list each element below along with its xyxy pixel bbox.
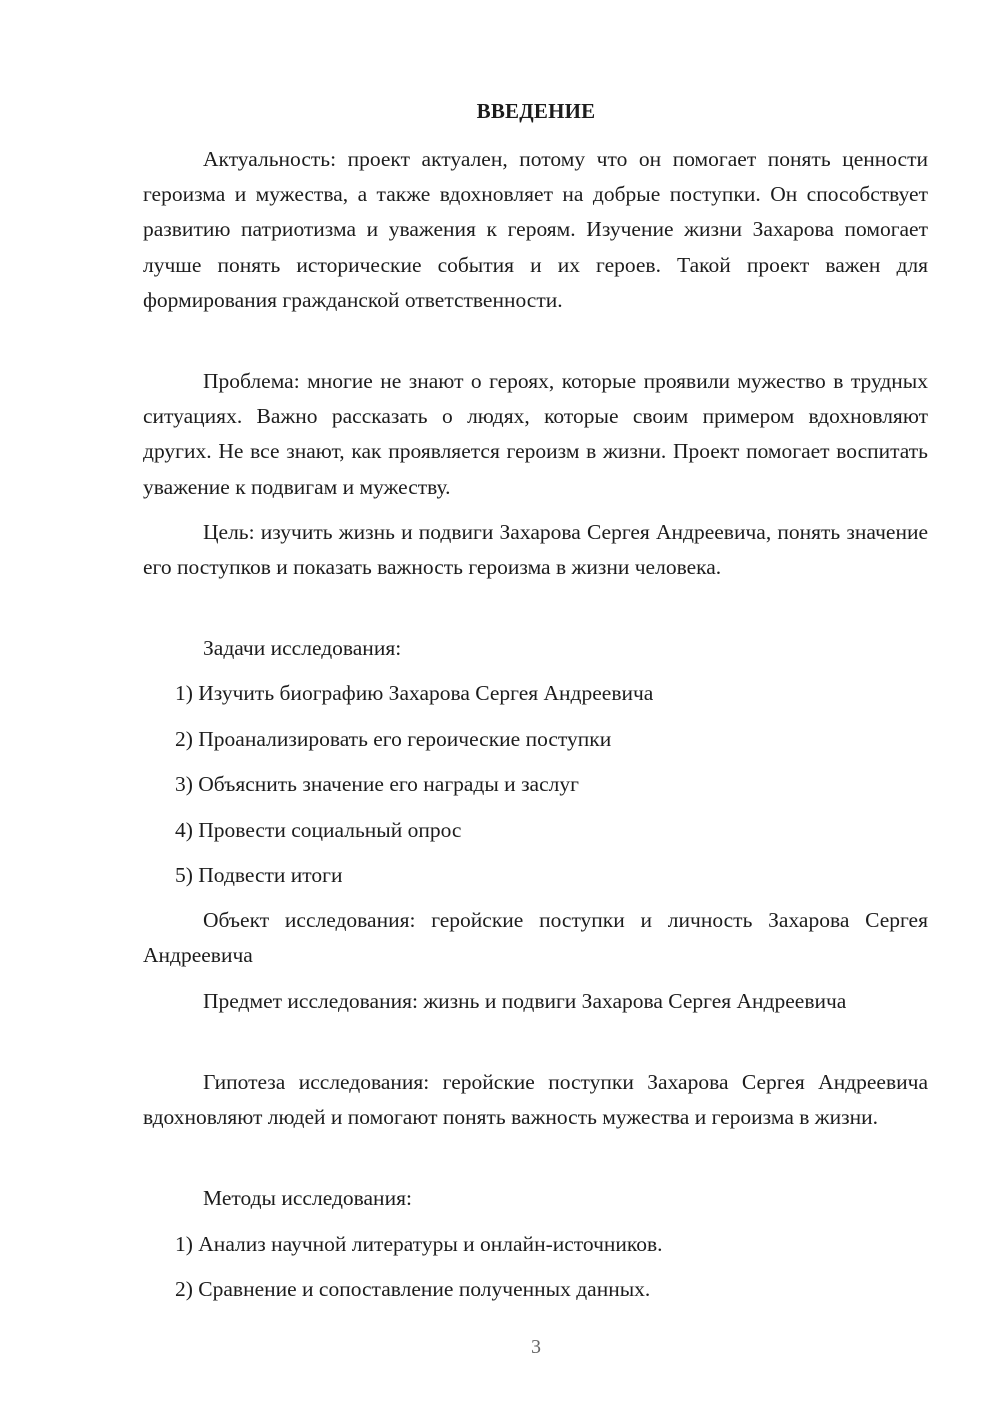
task-item: 2) Проанализировать его героические поступки bbox=[175, 727, 612, 751]
method-item: 2) Сравнение и сопоставление полученных данных. bbox=[175, 1277, 651, 1301]
task-item: 1) Изучить биографию Захарова Сергея Андреевича bbox=[175, 681, 654, 705]
problem-paragraph: Проблема: многие не знают о героях, которые проявили мужество в трудных ситуациях. Важно рассказать о людях, которые своим примером вдохновляют других. Не все знают, как проявляется героизм в жизни. Проект помогает воспитать уважение к подвигам и мужеству. bbox=[143, 369, 928, 499]
relevance-paragraph: Актуальность: проект актуален, потому что он помогает понять ценности героизма и мужества, а также вдохновляет на добрые поступки. Он способствует развитию патриотизма и уважения к героям. Изучение жизни Захарова помогает лучше понять исторические события и их героев. Такой проект важен для формирования гражданской ответственности. bbox=[143, 147, 928, 312]
hypothesis-paragraph: Гипотеза исследования: геройские поступки Захарова Сергея Андреевича вдохновляют людей и помогают понять важность мужества и героизма в жизни. bbox=[143, 1070, 928, 1130]
method-item: 1) Анализ научной литературы и онлайн-источников. bbox=[175, 1232, 663, 1256]
page-title: ВВЕДЕНИЕ bbox=[476, 99, 596, 123]
goal-paragraph: Цель: изучить жизнь и подвиги Захарова Сергея Андреевича, понять значение его поступков и показать важность героизма в жизни человека. bbox=[143, 520, 928, 580]
methods-heading: Методы исследования: bbox=[203, 1186, 412, 1210]
tasks-heading: Задачи исследования: bbox=[203, 636, 402, 660]
task-item: 4) Провести социальный опрос bbox=[175, 818, 462, 842]
page-number: 3 bbox=[531, 1336, 541, 1358]
object-paragraph: Объект исследования: геройские поступки и личность Захарова Сергея Андреевича bbox=[143, 908, 928, 968]
task-item: 5) Подвести итоги bbox=[175, 863, 343, 887]
subject-paragraph: Предмет исследования: жизнь и подвиги Захарова Сергея Андреевича bbox=[203, 989, 847, 1013]
task-item: 3) Объяснить значение его награды и заслуг bbox=[175, 772, 579, 796]
